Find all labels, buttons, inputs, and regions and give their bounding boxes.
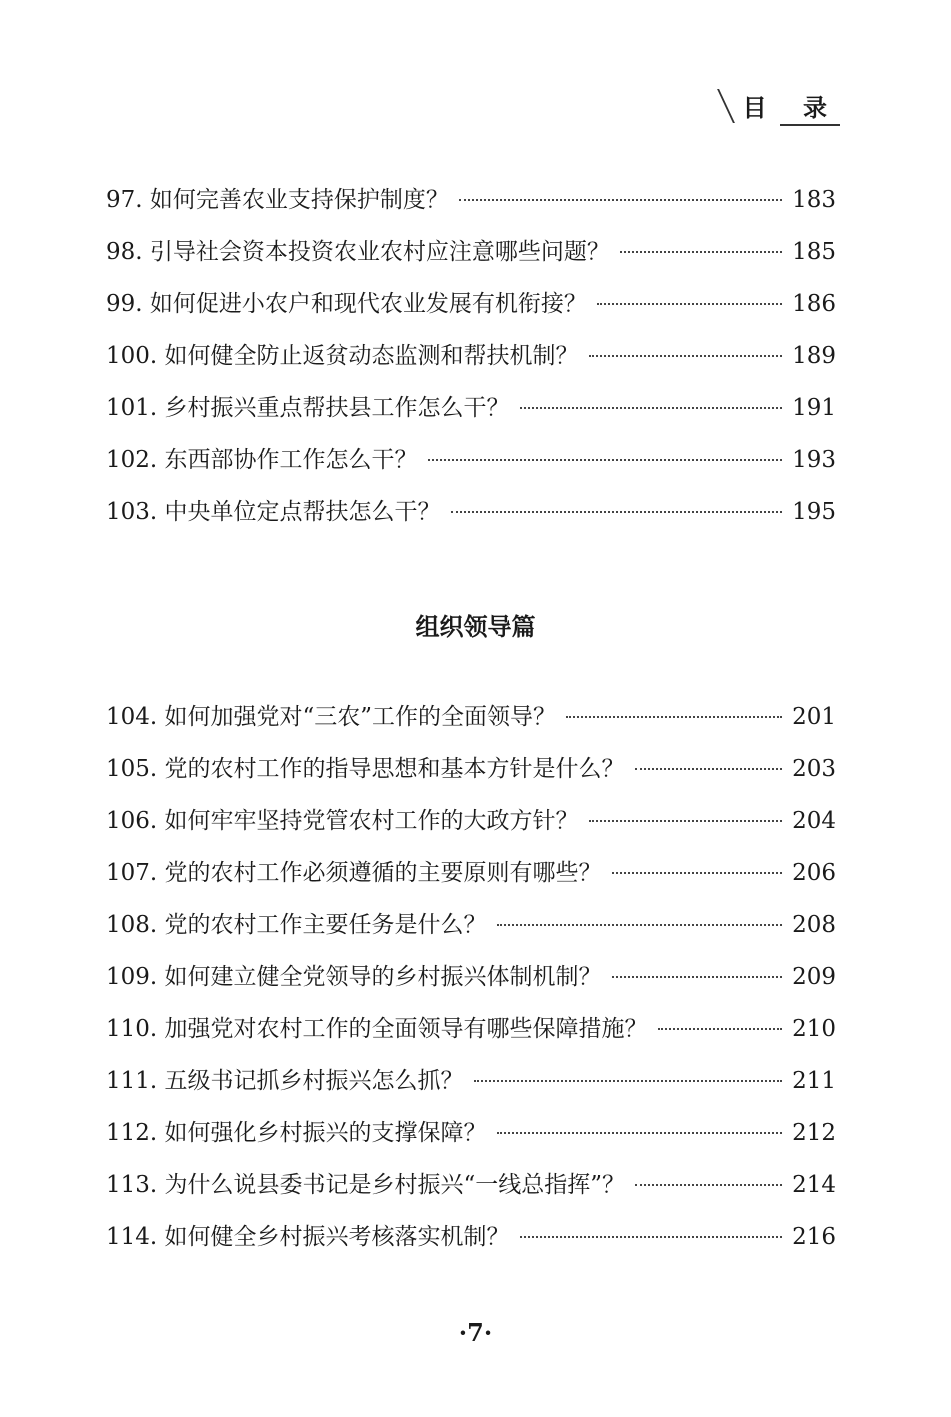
- toc-entry-112[interactable]: [106, 1114, 836, 1166]
- dot-leader: [459, 199, 782, 201]
- toc-entry-title: 113. 为什么说县委书记是乡村振兴“一线总指挥”？: [106, 1172, 626, 1198]
- toc-entry-page: 183: [792, 187, 836, 213]
- header-title: 目 录: [742, 94, 841, 122]
- toc-entry-110[interactable]: [106, 1010, 836, 1062]
- toc-entry-title: 97. 如何完善农业支持保护制度？: [106, 187, 449, 213]
- toc-entry-page: 216: [792, 1224, 836, 1250]
- toc-entry-title: 103. 中央单位定点帮扶怎么干？: [106, 499, 441, 525]
- dot-leader: [428, 459, 783, 461]
- toc-entry-page: 191: [792, 395, 836, 421]
- toc-entry-111[interactable]: [106, 1062, 836, 1114]
- dot-leader: [589, 355, 783, 357]
- header-divider: [717, 89, 735, 123]
- dot-leader: [474, 1080, 783, 1082]
- toc-entry-99[interactable]: [106, 285, 836, 337]
- toc-entry-page: 206: [792, 860, 836, 886]
- toc-entry-page: 193: [792, 447, 836, 473]
- dot-leader: [566, 716, 782, 718]
- toc-entry-title: 104. 如何加强党对“三农”工作的全面领导？: [106, 704, 557, 730]
- toc-entry-page: 212: [792, 1120, 836, 1146]
- toc-entry-98[interactable]: [106, 233, 836, 285]
- toc-entry-page: 201: [792, 704, 836, 730]
- toc-entry-title: 98. 引导社会资本投资农业农村应注意哪些问题？: [106, 239, 610, 265]
- dot-leader: [635, 768, 783, 770]
- toc-entry-page: 203: [792, 756, 836, 782]
- toc-entry-106[interactable]: [106, 802, 836, 854]
- toc-entry-title: 112. 如何强化乡村振兴的支撑保障？: [106, 1120, 487, 1146]
- dot-leader: [620, 251, 782, 253]
- toc-entry-103[interactable]: [106, 493, 836, 545]
- toc-entry-title: 110. 加强党对农村工作的全面领导有哪些保障措施？: [106, 1016, 648, 1042]
- toc-entry-page: 195: [792, 499, 836, 525]
- toc-list-top: [106, 181, 836, 545]
- toc-entry-title: 109. 如何建立健全党领导的乡村振兴体制机制？: [106, 964, 602, 990]
- toc-entry-104[interactable]: [106, 698, 836, 750]
- toc-list-bottom: [106, 698, 836, 1270]
- dot-leader: [635, 1184, 782, 1186]
- toc-entry-101[interactable]: [106, 389, 836, 441]
- toc-entry-108[interactable]: [106, 906, 836, 958]
- toc-entry-114[interactable]: [106, 1218, 836, 1270]
- toc-entry-107[interactable]: [106, 854, 836, 906]
- toc-entry-97[interactable]: [106, 181, 836, 233]
- toc-entry-105[interactable]: [106, 750, 836, 802]
- page-number: ·7·: [458, 1318, 493, 1347]
- toc-entry-page: 211: [792, 1068, 836, 1094]
- dot-leader: [497, 1132, 783, 1134]
- toc-entry-page: 204: [792, 808, 836, 834]
- header-rule: [780, 124, 840, 126]
- dot-leader: [520, 407, 783, 409]
- toc-entry-title: 107. 党的农村工作必须遵循的主要原则有哪些？: [106, 860, 602, 886]
- toc-entry-page: 214: [792, 1172, 836, 1198]
- toc-entry-title: 114. 如何健全乡村振兴考核落实机制？: [106, 1224, 510, 1250]
- toc-entry-100[interactable]: [106, 337, 836, 389]
- dot-leader: [451, 511, 783, 513]
- toc-entry-page: 210: [792, 1016, 836, 1042]
- toc-entry-title: 105. 党的农村工作的指导思想和基本方针是什么？: [106, 756, 625, 782]
- toc-entry-page: 185: [792, 239, 836, 265]
- toc-entry-page: 209: [792, 964, 836, 990]
- dot-leader: [612, 872, 783, 874]
- toc-entry-title: 108. 党的农村工作主要任务是什么？: [106, 912, 487, 938]
- dot-leader: [597, 303, 782, 305]
- toc-entry-109[interactable]: [106, 958, 836, 1010]
- dot-leader: [497, 924, 783, 926]
- dot-leader: [612, 976, 783, 978]
- dot-leader: [520, 1236, 783, 1238]
- toc-entry-title: 102. 东西部协作工作怎么干？: [106, 447, 418, 473]
- running-header: [725, 88, 841, 123]
- toc-entry-102[interactable]: [106, 441, 836, 493]
- section-title: 组织领导篇: [415, 613, 536, 641]
- dot-leader: [658, 1028, 783, 1030]
- toc-entry-title: 100. 如何健全防止返贫动态监测和帮扶机制？: [106, 343, 579, 369]
- dot-leader: [589, 820, 783, 822]
- toc-entry-page: 208: [792, 912, 836, 938]
- toc-entry-page: 189: [792, 343, 836, 369]
- toc-entry-page: 186: [792, 291, 836, 317]
- toc-entry-title: 106. 如何牢牢坚持党管农村工作的大政方针？: [106, 808, 579, 834]
- toc-entry-113[interactable]: [106, 1166, 836, 1218]
- toc-entry-title: 111. 五级书记抓乡村振兴怎么抓？: [106, 1068, 464, 1094]
- toc-entry-title: 99. 如何促进小农户和现代农业发展有机衔接？: [106, 291, 587, 317]
- toc-entry-title: 101. 乡村振兴重点帮扶县工作怎么干？: [106, 395, 510, 421]
